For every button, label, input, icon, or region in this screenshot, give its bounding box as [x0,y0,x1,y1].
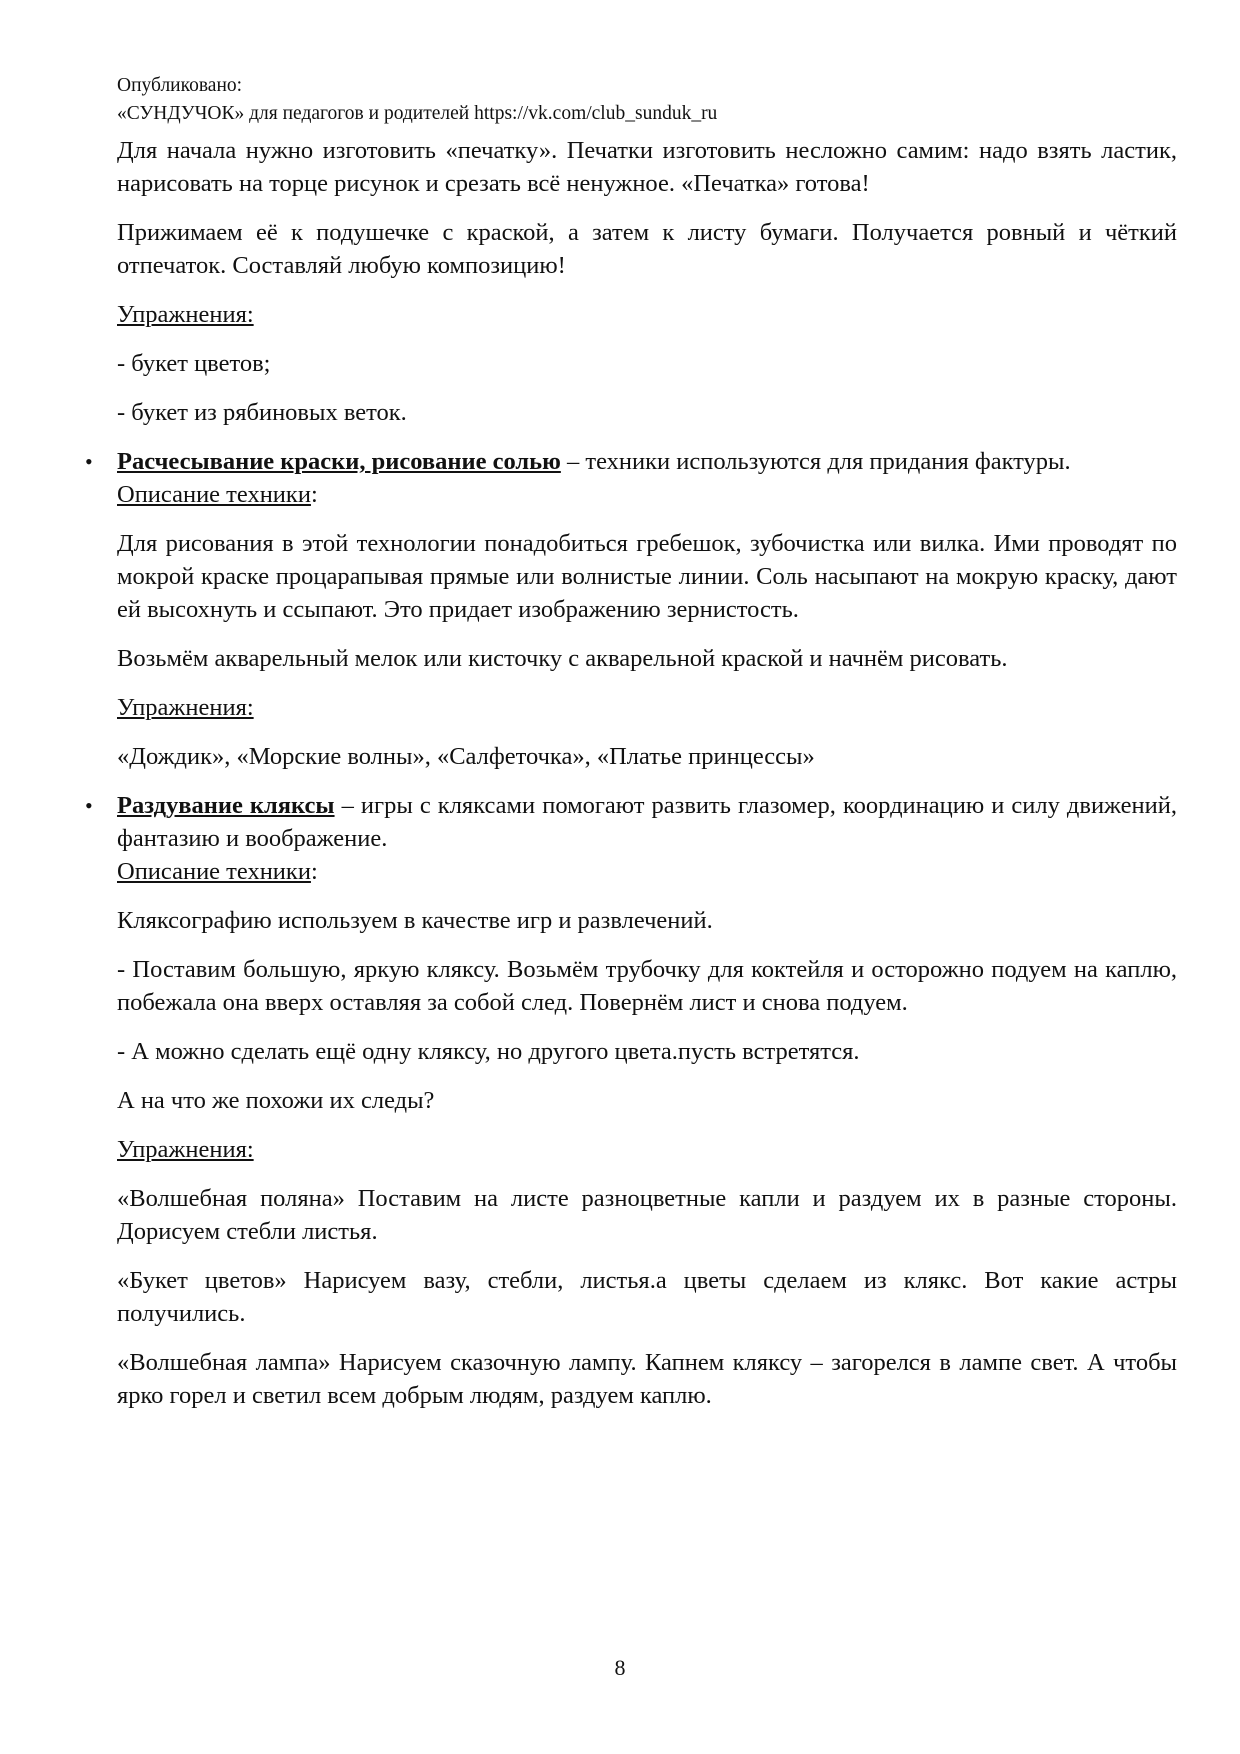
publication-source: «СУНДУЧОК» для педагогов и родителей https://vk.com/club_sunduk_ru [117,103,718,124]
publication-header [117,72,1177,128]
section2-exercise-2: «Букет цветов» Нарисуем вазу, стебли, листья.а цветы сделаем из клякс. Вот какие астры получились. [117,1267,1177,1327]
section2-title: Раздувание кляксы [117,792,335,819]
section2-description-heading [117,855,1177,888]
section1-description-heading [117,478,1177,511]
section2-title-rest: – игры с кляксами помогают развить глазомер, координацию и силу движений, фантазию и воображение. [117,792,1177,852]
section1-description-label: Описание техники [117,481,311,508]
section2-description-label: Описание техники [117,858,311,885]
section2-paragraph-3: - А можно сделать ещё одну кляксу, но другого цвета.пусть встретятся. [117,1038,860,1065]
section2-exercise-1: «Волшебная поляна» Поставим на листе разноцветные капли и раздуем их в разные стороны. Дорисуем стебли листья. [117,1185,1177,1245]
section1-exercises: «Дождик», «Морские волны», «Салфеточка», «Платье принцессы» [117,743,815,770]
section2-exercises-heading: Упражнения: [117,1136,254,1163]
published-label: Опубликовано: [117,75,243,96]
section2-paragraph-2: - Поставим большую, яркую кляксу. Возьмём трубочку для коктейля и осторожно подуем на каплю, побежала она вверх оставляя за собой след. Повернём лист и снова подуем. [117,956,1177,1016]
section2-description-colon: : [310,858,318,885]
section1-title: Расчесывание краски, рисование солью [117,448,561,475]
section1-description-colon: : [310,481,318,508]
bullet-icon: • [85,793,93,818]
intro-paragraph-2: Прижимаем её к подушечке с краской, а затем к листу бумаги. Получается ровный и чёткий отпечаток. Составляй любую композицию! [117,219,1177,279]
bullet-icon: • [85,449,93,474]
page-number: 8 [614,1655,626,1680]
intro-paragraph-1: Для начала нужно изготовить «печатку». Печатки изготовить несложно самим: надо взять ластик, нарисовать на торце рисунок и срезать всё ненужное. «Печатка» готова! [117,137,1177,197]
section1-exercises-heading: Упражнения: [117,694,254,721]
section1-paragraph-1: Для рисования в этой технологии понадобиться гребешок, зубочистка или вилка. Ими проводят по мокрой краске процарапывая прямые или волнистые линии. Соль насыпают на мокрую краску, дают ей высохнуть и ссыпают. Это придает изображению зернистость. [117,530,1177,623]
section1-title-rest: – техники используются для придания фактуры. [560,448,1071,475]
intro-exercise-2: - букет из рябиновых веток. [117,399,407,426]
section2-paragraph-4: А на что же похожи их следы? [117,1087,435,1114]
intro-exercise-1: - букет цветов; [117,350,271,377]
section1-heading [85,445,1177,478]
section1-paragraph-2: Возьмём акварельный мелок или кисточку с акварельной краской и начнём рисовать. [117,645,1008,672]
intro-exercises-heading: Упражнения: [117,301,254,328]
section2-paragraph-1: Кляксографию используем в качестве игр и развлечений. [117,907,713,934]
section2-exercise-3: «Волшебная лампа» Нарисуем сказочную лампу. Капнем кляксу – загорелся в лампе свет. А чтобы ярко горел и светил всем добрым людям, раздуем каплю. [117,1349,1177,1409]
section2-heading [85,789,1177,855]
document-body [85,134,1177,1428]
